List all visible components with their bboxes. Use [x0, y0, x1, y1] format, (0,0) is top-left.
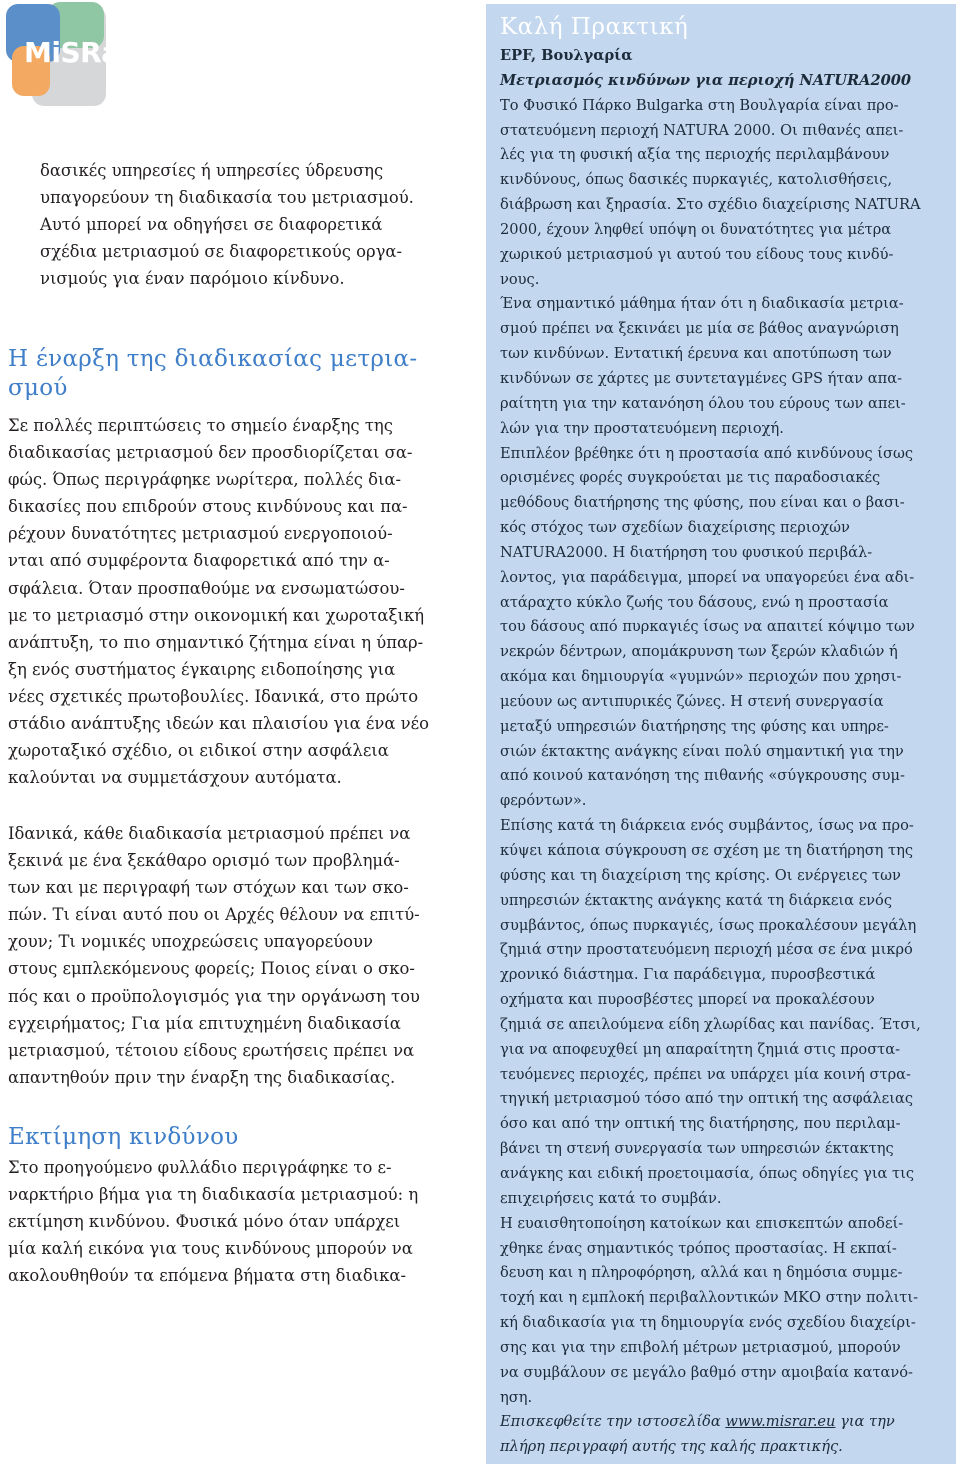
text-line: καλούνται να συμμετάσχουν αυτόματα. [8, 768, 342, 788]
text-line: με το μετριασμό στην οικονομική και χωροταξική [8, 605, 425, 625]
box-line: φερόντων». [500, 792, 587, 810]
text-line: διαδικασίας μετριασμού δεν προσδιορίζεται σα- [8, 443, 413, 463]
text-line: νέες σχετικές πρωτοβουλίες. Ιδανικά, στο πρώτο [8, 686, 419, 706]
box-line: μεθόδους διατήρησης της φύσης, που είναι και ο βασι- [500, 494, 905, 512]
footer-pre: Επισκεφθείτε την ιστοσελίδα [500, 1413, 726, 1431]
box-line: οχήματα και πυροσβέστες μπορεί να προκαλέσουν [500, 991, 875, 1009]
text-line: πός και ο προϋπολογισμός για την οργάνωση του [8, 986, 420, 1006]
box-line: Επιπλέον βρέθηκε ότι η προστασία από κινδύνους ίσως [500, 444, 914, 462]
box-line: ανάγκης και ειδική προετοιμασία, όπως οδηγίες για τις [500, 1164, 914, 1182]
box-line: κινδύνων σε χάρτες με συντεταγμένες GPS ήταν απα- [500, 369, 903, 387]
text-line: πών. Τι είναι αυτό που οι Αρχές θέλουν να επιτύ- [8, 905, 420, 925]
box-line: NATURA2000. Η διατήρηση του φυσικού περιβάλ- [500, 543, 873, 561]
box-line: υπηρεσιών έκτακτης ανάγκης κατά τη διάρκεια ενός [500, 891, 893, 909]
intro-paragraph [40, 157, 414, 292]
good-practice-title: Καλή Πρακτική [500, 14, 689, 40]
logo-wordmark: MiSRaR [24, 36, 141, 69]
text-line: μετριασμού, τέτοιου είδους ερωτήσεις πρέπει να [8, 1040, 415, 1060]
text-line: ξη ενός συστήματος έγκαιρης ειδοποίησης για [8, 659, 396, 679]
text-line: ναρκτήριο βήμα για τη διαδικασία μετριασμού: η [8, 1185, 419, 1205]
box-line: ορισμένες φορές συγκρούεται με τις παραδοσιακές [500, 469, 881, 487]
box-line: Ένα σημαντικό μάθημα ήταν ότι η διαδικασία μετρια- [500, 295, 904, 313]
text-line: Σε πολλές περιπτώσεις το σημείο έναρξης της [8, 416, 393, 435]
box-line: σιών έκτακτης ανάγκης είναι πολύ σημαντική για την [500, 742, 904, 760]
text-line: χωροταξικό σχέδιο, οι ειδικοί στην ασφάλεια [8, 741, 389, 761]
box-line: τοχή και η εμπλοκή περιβαλλοντικών ΜΚΟ στην πολιτι- [500, 1289, 919, 1307]
box-line: τευόμενες περιοχές, πρέπει να υπάρχει μία κοινή στρα- [500, 1065, 911, 1083]
text-line: των και με περιγραφή των στόχων και των σκο- [8, 878, 409, 898]
box-line: χωρικού μετριασμού γι αυτού του είδους τους κινδύ- [500, 245, 894, 263]
text-line: ανάπτυξη, το πιο σημαντικό ζήτημα είναι η ύπαρ- [8, 632, 424, 652]
intro-line: νισμούς για έναν παρόμοιο κίνδυνο. [40, 269, 345, 289]
box-line: δευση και η πληροφόρηση, αλλά και η δημόσια συμμε- [500, 1264, 903, 1282]
box-line: 2000, έχουν ληφθεί υπόψη οι δυνατότητες για μέτρα [500, 220, 892, 238]
box-line: φύσης και τη διαχείριση της κρίσης. Οι ενέργειες των [500, 866, 901, 884]
heading-line: Η έναρξη της διαδικασίας μετρια- [8, 346, 418, 372]
box-line: να συμβάλουν σε μεγάλο βαθμό στην αμοιβαία κατανό- [500, 1363, 913, 1381]
box-line: από κοινού κατανόηση της πιθανής «σύγκρουσης συμ- [500, 767, 905, 785]
box-line: νους. [500, 270, 540, 288]
text-line: ξεκινά με ένα ξεκάθαρο ορισμό των προβλημά- [8, 851, 400, 871]
intro-line: σχέδια μετριασμού σε διαφορετικούς οργα- [40, 242, 403, 262]
paragraph-mitigation-start [8, 412, 429, 791]
box-line: νεκρών δέντρων, απομάκρυνση των ξερών κλαδιών ή [500, 643, 898, 661]
box-line: Το Φυσικό Πάρκο Bulgarka στη Βουλγαρία είναι προ- [500, 96, 899, 114]
box-line: λές για τη φυσική αξία της περιοχής περιλαμβάνουν [500, 146, 890, 164]
text-line: εγχειρήματος; Για μία επιτυχημένη διαδικασία [8, 1013, 401, 1033]
box-line: Η ευαισθητοποίηση κατοίκων και επισκεπτών αποδεί- [500, 1214, 904, 1232]
footer-post: για την [835, 1413, 895, 1431]
box-line: στατευόμενη περιοχή NATURA 2000. Οι πιθανές απει- [500, 121, 904, 139]
text-line: απαντηθούν πριν την έναρξη της διαδικασίας. [8, 1067, 396, 1087]
heading-mitigation-start [8, 345, 417, 403]
box-line: τηγική μετριασμού τόσο από την οπτική της ασφάλειας [500, 1090, 913, 1108]
box-line: χρονικό διάστημα. Για παράδειγμα, πυροσβεστικά [500, 966, 876, 984]
box-line: όσο και από την οπτική της διατήρησης, που περιλαμ- [500, 1115, 901, 1133]
box-line: ραίτητη για την κατανόηση όλου του εύρους των απει- [500, 394, 906, 412]
text-line: εκτίμηση κινδύνου. Φυσικά μόνο όταν υπάρχει [8, 1212, 401, 1232]
text-line: δικασίες που επιδρούν στους κινδύνους και πα- [8, 497, 408, 517]
good-practice-box [486, 4, 956, 1464]
heading-risk-assessment: Εκτίμηση κινδύνου [8, 1124, 239, 1150]
good-practice-footer [500, 1410, 950, 1435]
box-line: βάνει τη στενή συνεργασία των υπηρεσιών έκτακτης [500, 1140, 894, 1158]
paragraph-problem-definition [8, 820, 420, 1091]
box-line: συμβάντος, όπως πυρκαγιές, ίσως προκαλέσουν μεγάλη [500, 916, 917, 934]
good-practice-org: EPF, Βουλγαρία [500, 47, 633, 64]
text-line: μία καλή εικόνα για τους κινδύνους μπορούν να [8, 1239, 413, 1259]
text-line: σφάλεια. Όταν προσπαθούμε να ενσωματώσου- [8, 578, 405, 598]
box-line: ηση. [500, 1388, 533, 1406]
text-line: ακολουθηθούν τα επόμενα βήματα στη διαδικα- [8, 1266, 406, 1286]
box-line: ακόμα και δημιουργία «γυμνών» περιοχών που χρησι- [500, 668, 902, 686]
text-line: Στο προηγούμενο φυλλάδιο περιγράφηκε το ε- [8, 1158, 392, 1177]
text-line: Ιδανικά, κάθε διαδικασία μετριασμού πρέπει να [8, 824, 411, 843]
good-practice-subtitle: Μετριασμός κινδύνων για περιοχή NATURA2000 [500, 71, 912, 89]
box-line: επιχειρήσεις κατά το συμβάν. [500, 1189, 722, 1207]
box-line: των κινδύνων. Εντατική έρευνα και αποτύπωση των [500, 345, 892, 363]
box-line: ατάραχτο κύκλο ζωής του δάσους, ενώ η προστασία [500, 593, 889, 611]
text-line: χουν; Τι νομικές υποχρεώσεις υπαγορεύουν [8, 932, 373, 952]
box-line: για να αποφευχθεί μη απαραίτητη ζημιά στις προστα- [500, 1040, 901, 1058]
text-line: ρέχουν δυνατότητες μετριασμού ενεργοποιού- [8, 524, 393, 544]
box-line: Επίσης κατά τη διάρκεια ενός συμβάντος, ίσως να προ- [500, 817, 914, 835]
text-line: φώς. Όπως περιγράφηκε νωρίτερα, πολλές δια- [8, 470, 402, 490]
box-line: κύψει κάποια σύγκρουση σε σχέση με τη διατήρηση της [500, 842, 914, 859]
box-line: κή διαδικασία για τη δημιουργία ενός σχεδίου διαχείρι- [500, 1314, 916, 1332]
good-practice-footer-line2: πλήρη περιγραφή αυτής της καλής πρακτικής. [500, 1438, 843, 1456]
box-line: μεταξύ υπηρεσιών διατήρησης της φύσης και υπηρε- [500, 717, 889, 735]
intro-line: υπαγορεύουν τη διαδικασία του μετριασμού. [40, 188, 414, 208]
text-line: στάδιο ανάπτυξης ιδεών και πλαισίου για ένα νέο [8, 714, 429, 734]
box-line: λοντος, για παράδειγμα, μπορεί να υπαγορεύει ένα αδι- [500, 568, 915, 586]
box-line: σης και για την επιβολή μέτρων μετριασμού, μπορούν [500, 1338, 901, 1356]
box-line: σμού πρέπει να ξεκινάει με μία σε βάθος αναγνώριση [500, 320, 899, 338]
box-line: μεύουν ως αντιπυρικές ζώνες. Η στενή συνεργασία [500, 692, 884, 710]
left-column [0, 0, 470, 1468]
paragraph-risk-assessment [8, 1154, 418, 1289]
website-link[interactable]: www.misrar.eu [725, 1413, 836, 1431]
intro-line: Αυτό μπορεί να οδηγήσει σε διαφορετικά [40, 215, 383, 235]
text-line: νται από συμφέροντα διαφορετικά από την α- [8, 551, 390, 571]
good-practice-content [500, 44, 950, 1460]
heading-line: σμού [8, 375, 68, 401]
intro-line: δασικές υπηρεσίες ή υπηρεσίες ύδρευσης [40, 161, 384, 180]
box-line: διάβρωση και ξηρασία. Στο σχέδιο διαχείρισης NATURA [500, 196, 921, 214]
box-line: ζημιά σε απειλούμενα είδη χλωρίδας και πανίδας. Έτσι, [500, 1015, 921, 1033]
box-line: λών για την προστατευόμενη περιοχή. [500, 419, 784, 437]
box-line: ζημιά στην προστατευόμενη περιοχή μέσα σε ένα μικρό [500, 941, 913, 959]
box-line: κός στόχος των σχεδίων διαχείρισης περιοχών [500, 519, 850, 537]
box-line: χθηκε ένας σημαντικός τρόπος προστασίας. Η εκπαί- [500, 1239, 897, 1257]
text-line: στους εμπλεκόμενους φορείς; Ποιος είναι ο σκο- [8, 959, 415, 979]
box-line: κινδύνους, όπως δασικές πυρκαγιές, κατολισθήσεις, [500, 171, 893, 189]
box-line: του δάσους από πυρκαγιές ίσως να απαιτεί κόψιμο των [500, 618, 915, 636]
